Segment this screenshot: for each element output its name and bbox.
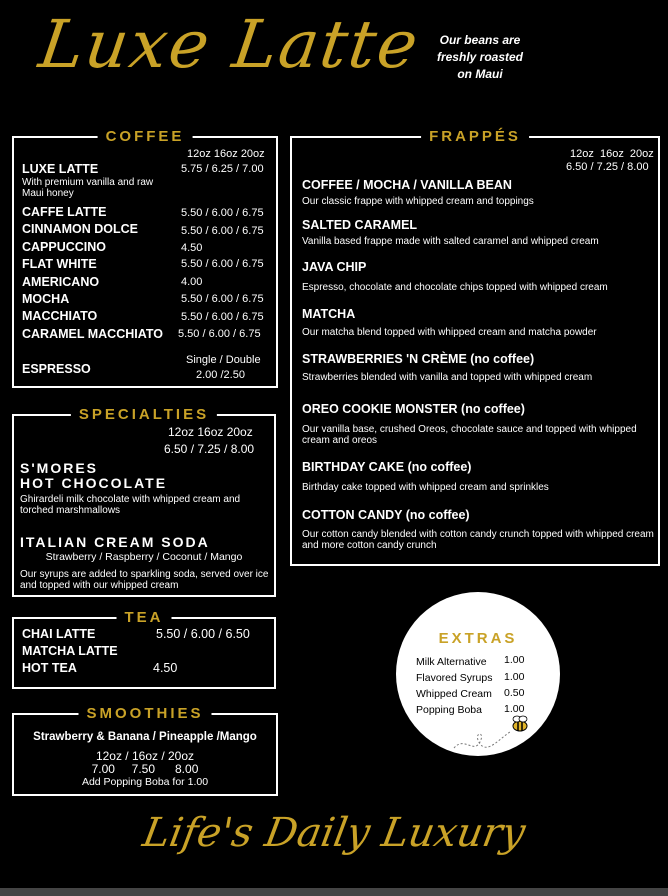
frappe-desc: Espresso, chocolate and chocolate chips topped with whipped cream xyxy=(302,282,608,293)
frappe-desc: Strawberries blended with vanilla and topped with whipped cream xyxy=(302,372,593,383)
frappe-name: OREO COOKIE MONSTER (no coffee) xyxy=(302,402,525,416)
specialties-sizes: 12oz 16oz 20oz xyxy=(168,425,253,439)
extra-price: 1.00 xyxy=(504,703,525,715)
menu-item-price: 5.50 / 6.00 / 6.75 xyxy=(181,258,264,270)
brand-logo: Luxe Latte xyxy=(34,6,425,83)
soda-title: ITALIAN CREAM SODA xyxy=(20,534,210,550)
menu-item-name: MOCHA xyxy=(22,292,70,306)
espresso-price-label: Single / Double xyxy=(186,354,261,366)
frappe-desc: Our classic frappe with whipped cream and toppings xyxy=(302,196,534,207)
smores-title: HOT CHOCOLATE xyxy=(20,475,168,491)
menu-item-price: 4.00 xyxy=(181,276,203,288)
smoothie-sizes: 12oz / 16oz / 20oz xyxy=(95,749,195,763)
frappe-name: COTTON CANDY (no coffee) xyxy=(302,508,470,522)
menu-item-price: 5.50 / 6.00 / 6.75 xyxy=(178,328,261,340)
extra-name: Whipped Cream xyxy=(416,688,492,700)
extra-name: Popping Boba xyxy=(416,704,482,716)
menu-item-name: FLAT WHITE xyxy=(22,257,97,271)
extra-price: 1.00 xyxy=(504,671,525,683)
smores-desc: Ghirardeli milk chocolate with whipped cream and torched marshmallows xyxy=(20,494,241,516)
frappe-name: MATCHA xyxy=(302,307,356,321)
frappe-name: STRAWBERRIES 'N CRÈME (no coffee) xyxy=(302,352,535,366)
frappe-name: JAVA CHIP xyxy=(302,260,367,274)
frappe-name: COFFEE / MOCHA / VANILLA BEAN xyxy=(302,178,512,192)
menu-item-name: CHAI LATTE xyxy=(22,627,96,641)
extra-name: Milk Alternative xyxy=(416,656,487,668)
menu-item-name: CINNAMON DOLCE xyxy=(22,222,138,236)
extra-price: 1.00 xyxy=(504,654,525,666)
frappe-desc: Our cotton candy blended with cotton candy crunch topped with whipped cream and more cotton candy crunch xyxy=(302,529,654,551)
menu-item-price: 5.75 / 6.25 / 7.00 xyxy=(181,163,264,175)
frappe-desc: Vanilla based frappe made with salted caramel and whipped cream xyxy=(302,236,599,247)
menu-item-name: CAPPUCCINO xyxy=(22,240,107,254)
extras-title: EXTRAS xyxy=(438,630,518,647)
extra-name: Flavored Syrups xyxy=(416,672,493,684)
frappe-desc: Our vanilla base, crushed Oreos, chocolate sauce and topped with whipped cream and oreos xyxy=(302,424,637,446)
soda-desc: Our syrups are added to sparkling soda, served over ice and topped with our whipped cream xyxy=(20,569,269,591)
specialties-title: SPECIALTIES xyxy=(71,405,217,425)
menu-item-price: 4.50 xyxy=(181,242,203,254)
menu-item-price: 5.50 / 6.00 / 6.75 xyxy=(181,311,264,323)
smoothie-addon: Add Popping Boba for 1.00 xyxy=(81,776,209,788)
soda-flavors: Strawberry / Raspberry / Coconut / Mango xyxy=(45,551,243,563)
menu-item-name: CAFFE LATTE xyxy=(22,205,107,219)
frappe-desc: Birthday cake topped with whipped cream and sprinkles xyxy=(302,482,549,493)
menu-item-name: ESPRESSO xyxy=(22,362,91,376)
menu-item-name: HOT TEA xyxy=(22,661,77,675)
frappes-section xyxy=(290,128,660,566)
frappe-desc: Our matcha blend topped with whipped cream and matcha powder xyxy=(302,327,597,338)
menu-item-name: CARAMEL MACCHIATO xyxy=(22,327,163,341)
extras-section xyxy=(396,592,560,756)
bottom-strip xyxy=(0,888,668,896)
tagline xyxy=(420,32,540,83)
menu-item-price: 2.00 /2.50 xyxy=(196,369,245,381)
menu-item-price: 5.50 / 6.00 / 6.75 xyxy=(181,293,264,305)
tagline-line: on Maui xyxy=(457,67,503,81)
menu-item-name: LUXE LATTE xyxy=(22,162,99,176)
menu-item-price: 5.50 / 6.00 / 6.75 xyxy=(181,207,264,219)
frappe-name: SALTED CARAMEL xyxy=(302,218,418,232)
frappe-name: BIRTHDAY CAKE (no coffee) xyxy=(302,460,472,474)
specialties-section xyxy=(12,406,276,597)
tagline-line: freshly roasted xyxy=(436,50,524,64)
frappes-title: FRAPPÉS xyxy=(421,127,529,147)
menu-item-name: MACCHIATO xyxy=(22,309,98,323)
coffee-title: COFFEE xyxy=(98,127,193,147)
menu-item-price: 5.50 / 6.00 / 6.50 xyxy=(156,627,250,641)
frappes-prices: 6.50 / 7.25 / 8.00 xyxy=(566,161,649,173)
specialties-prices: 6.50 / 7.25 / 8.00 xyxy=(164,442,255,456)
tagline-line: Our beans are xyxy=(439,33,521,47)
frappes-sizes: 12oz 16oz 20oz xyxy=(570,148,654,160)
footer-slogan: Life's Daily Luxury xyxy=(139,810,529,856)
bee-icon xyxy=(450,714,540,754)
tea-title: TEA xyxy=(117,608,172,628)
menu-item-name: AMERICANO xyxy=(22,275,100,289)
smoothie-flavors: Strawberry & Banana / Pineapple /Mango xyxy=(33,731,257,743)
smoothies-section xyxy=(12,705,278,796)
menu-item-price: 4.50 xyxy=(153,661,178,675)
coffee-section xyxy=(12,128,278,388)
menu-item-desc: With premium vanilla and raw Maui honey xyxy=(22,177,154,199)
tea-section xyxy=(12,609,276,689)
extra-price: 0.50 xyxy=(504,687,525,699)
smores-title: S'MORES xyxy=(20,460,99,476)
coffee-sizes: 12oz 16oz 20oz xyxy=(187,148,265,160)
menu-item-name: MATCHA LATTE xyxy=(22,644,118,658)
smoothies-title: SMOOTHIES xyxy=(78,704,211,724)
menu-item-price: 5.50 / 6.00 / 6.75 xyxy=(181,225,264,237)
smoothie-prices: 7.00 7.50 8.00 xyxy=(91,762,199,776)
